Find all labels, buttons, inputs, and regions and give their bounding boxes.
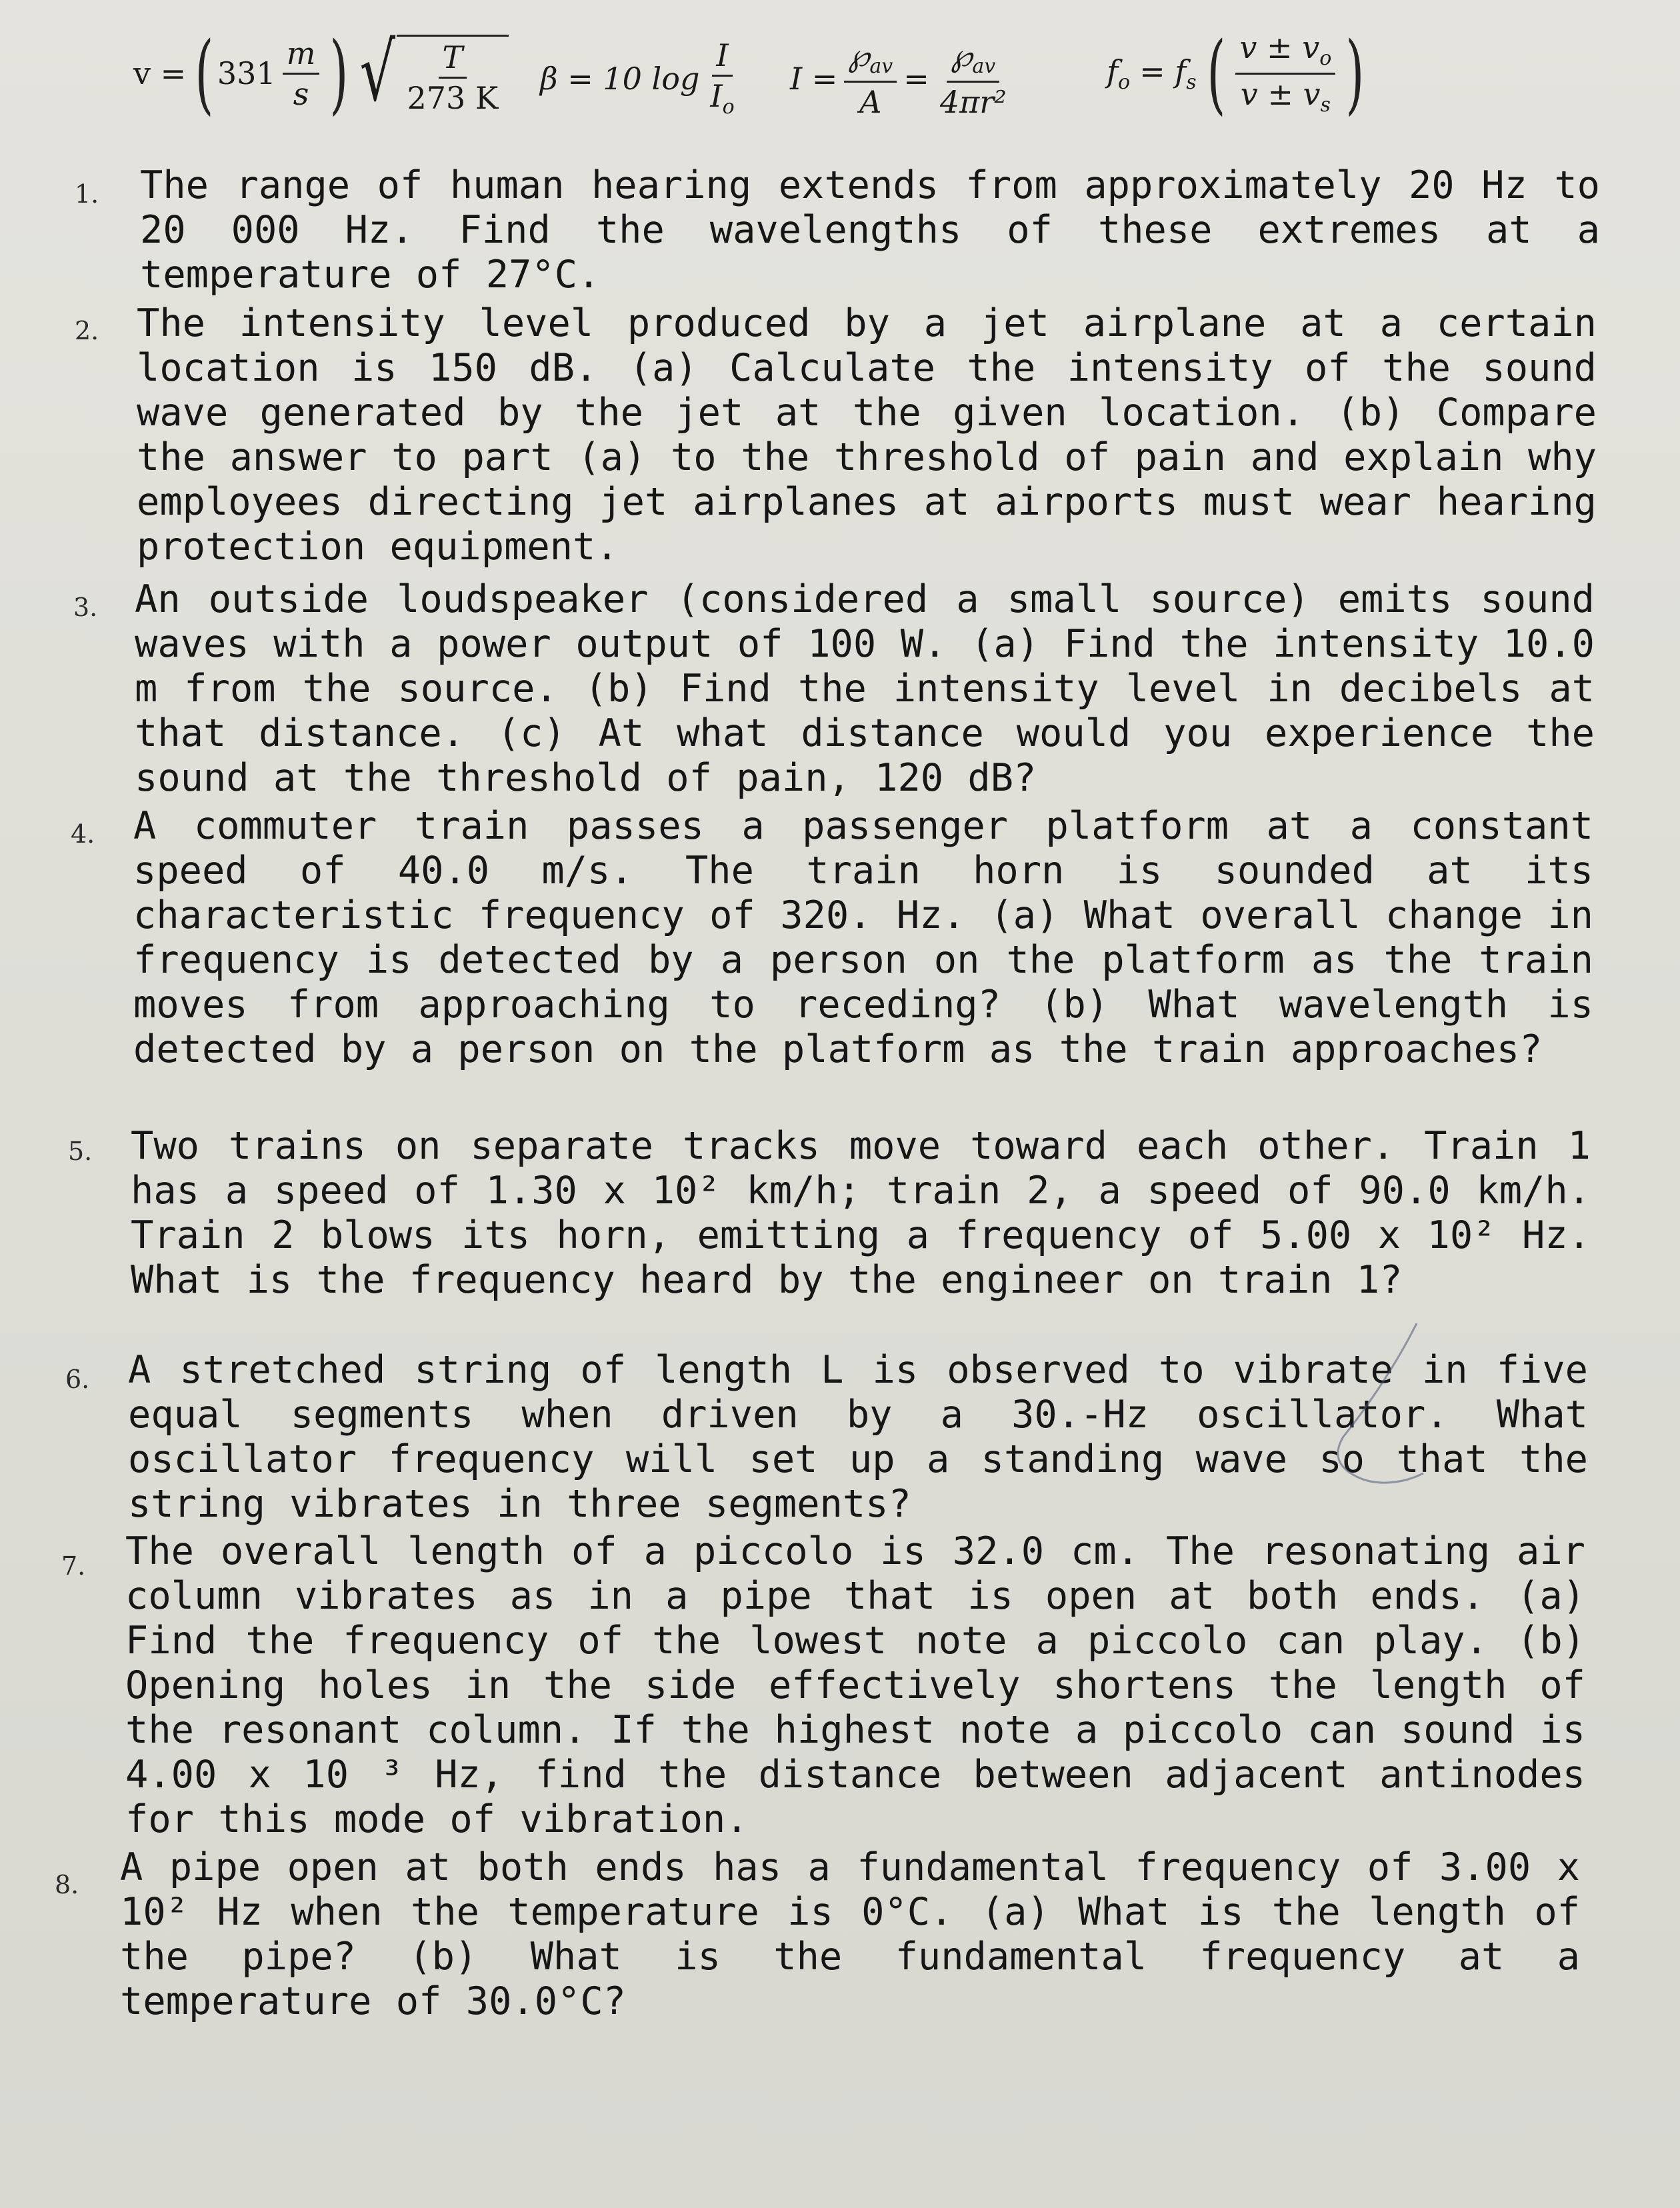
observed-frequency: f (1107, 53, 1119, 89)
formula-strip (133, 20, 1600, 133)
ratio-denominator: I (710, 78, 723, 114)
problem-number: 2. (75, 316, 99, 345)
problem-text: The range of human hearing extends from approximately 20 Hz to 20 000 Hz. Find the wavelengths of these extremes at a temperature of 27°C. (140, 163, 1600, 297)
intensity-level-formula (540, 37, 745, 119)
equals-sign: = (903, 61, 929, 97)
observed-subscript: o (1118, 70, 1131, 94)
formula-lhs: β = 10 log (540, 61, 700, 97)
rad-denominator: 273 K (407, 80, 499, 116)
unit-fraction (283, 35, 320, 112)
sphere-area: 4πr² (939, 84, 1007, 120)
problem-text: The overall length of a piccolo is 32.0 cm. The resonating air column vibrates as in a pipe that is open at both ends. (a) Find the frequency of the lowest note a piccolo can play. (b) Opening holes in the side effectively shortens the length of the resonant column. If the highest note a piccolo can sound is 4.00 x 10 ³ Hz, find the distance between adjacent antinodes for this mode of vibration. (125, 1529, 1585, 1841)
source-subscript: s (1186, 70, 1197, 94)
power-symbol: ℘ (848, 37, 870, 73)
problem-number: 7. (61, 1551, 86, 1581)
power-subscript: av (869, 55, 893, 78)
power-sphere-fraction (936, 37, 1011, 120)
unit-numerator: m (283, 38, 320, 75)
problem-text: Two trains on separate tracks move toward each other. Train 1 has a speed of 1.30 x 10² km/h; train 2, a speed of 90.0 km/h. Train 2 blows its horn, emitting a frequency of 5.00 x 10² Hz. What is the frequency heard by the engineer on train 1? (131, 1124, 1591, 1302)
formula-lhs: I = (790, 61, 838, 97)
problem-number: 8. (55, 1870, 79, 1899)
problem-text: A stretched string of length L is observed to vibrate in five equal segments when driven by a 30.-Hz oscillator. What oscillator frequency will set up a standing wave so that the string vibrates in three segments? (128, 1348, 1588, 1526)
power-subscript: av (972, 55, 996, 78)
doppler-denominator: v ± v (1240, 75, 1321, 112)
unit-denominator: s (293, 75, 309, 112)
problem-number: 6. (65, 1365, 90, 1394)
ratio-numerator: I (712, 40, 732, 77)
ratio-denominator-subscript: o (722, 95, 735, 119)
problem-number: 1. (75, 179, 99, 209)
intensity-formula (790, 37, 1017, 120)
problem-text: An outside loudspeaker (considered a small source) emits sound waves with a power output of 100 W. (a) Find the intensity 10.0 m from the source. (b) Find the intensity level in decibels at that distance. (c) At what distance would you experience the sound at the threshold of pain, 120 dB? (135, 577, 1595, 800)
square-root: √ $\frac{T}{273 K}$ (352, 33, 509, 113)
problem-text: A commuter train passes a passenger platform at a constant speed of 40.0 m/s. The train horn is sounded at its characteristic frequency of 320. Hz. (a) What overall change in frequency is detected by a person on the platform as the train moves from approaching to receding? (b) What wavelength is detected by a person on the platform as the train approaches? (133, 804, 1593, 1071)
doppler-numerator: v ± v (1239, 29, 1320, 65)
problem-number: 3. (73, 593, 98, 622)
problem-text: A pipe open at both ends has a fundamental frequency of 3.00 x 10² Hz when the temperature is 0°C. (a) What is the length of the pipe? (b) What is the fundamental frequency at a temperature of 30.0°C? (120, 1845, 1580, 2023)
power-symbol: ℘ (951, 37, 973, 73)
problem-number: 5. (68, 1137, 93, 1166)
doppler-numerator-subscript: o (1319, 46, 1332, 70)
problem-text: The intensity level produced by a jet airplane at a certain location is 150 dB. (a) Calculate the intensity of the sound wave generated by the jet at the given location. (b) Compare the answer to part (a) to the threshold of pain and explain why employees directing jet airplanes at airports must wear hearing protection equipment. (137, 301, 1597, 569)
doppler-denominator-subscript: s (1320, 93, 1331, 117)
area-symbol: A (859, 84, 882, 120)
temperature-fraction (403, 39, 503, 116)
rad-numerator: T (439, 42, 467, 79)
speed-of-sound-formula: v = ( 331 $\frac{m}{s}$ ) √ $\frac{T}{273 K}$ (133, 30, 509, 117)
doppler-fraction (1235, 29, 1335, 117)
source-frequency: = f (1139, 53, 1187, 89)
doppler-formula: $f_o$ = $f_s$ ( $\frac{v \pm v_o}{v \pm v_s}$ ) (1107, 23, 1365, 124)
power-area-fraction (844, 37, 897, 120)
formula-coefficient: 331 (217, 55, 276, 91)
problem-number: 4. (71, 819, 95, 849)
intensity-ratio (706, 37, 738, 119)
formula-lhs: v = (133, 55, 187, 91)
